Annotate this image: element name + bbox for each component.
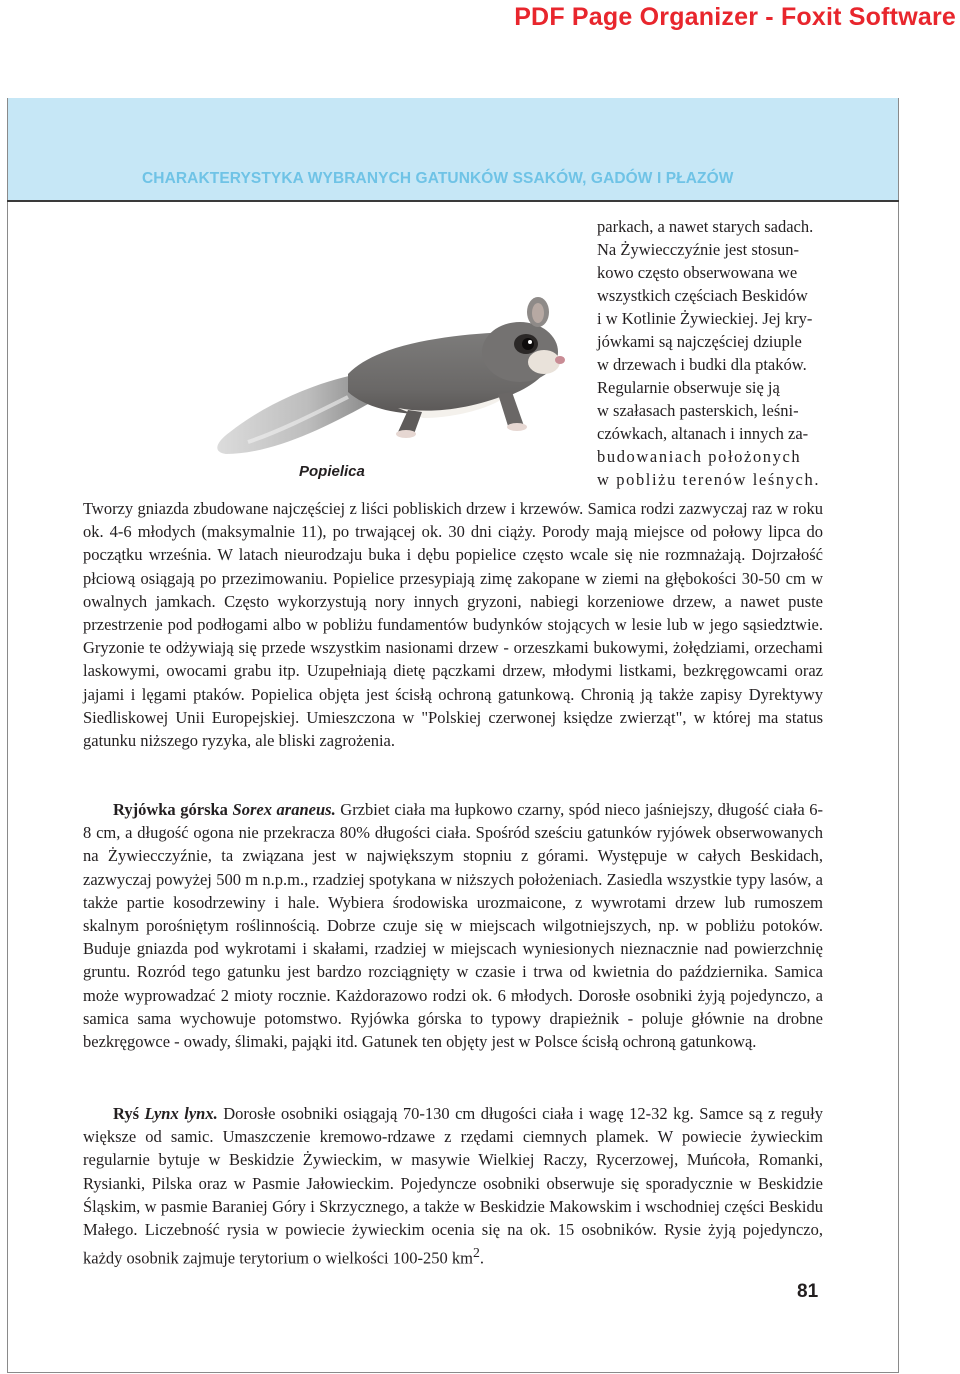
latin-name: Sorex araneus. <box>232 800 336 819</box>
page-number: 81 <box>797 1281 819 1302</box>
superscript: 2 <box>472 1245 480 1261</box>
ryjowka-paragraph <box>83 798 823 1053</box>
side-line: parkach, a nawet starych sadach. <box>597 217 814 236</box>
side-line: Na Żywiecczyźnie jest stosun- <box>597 240 800 259</box>
species-name: Ryś <box>113 1104 140 1123</box>
side-column-text <box>597 215 823 491</box>
side-line: wszystkich częściach Beskidów <box>597 286 808 305</box>
paragraph-text: Dorosłe osobniki osiągają 70-130 cm długości ciała i wagę 12-32 kg. Samce są z reguły większe od samic. Umaszczenie kremowo-rdzawe z rzędami ciemnych plamek. W powiecie żywieckim regularnie bytuje w Beskidzie Żywieckim, w masywie Wielkiej Raczy, Rycerzowej, Muńcoła, Romanki, Rysianki, Pilska oraz w Pasmie Jałowieckim. Pojedyncze osobniki obserwuje się sporadycznie w Beskidzie Śląskim, w pasmie Baraniej Góry i Skrzycznego, a także w Beskidzie Makowskim i wschodniej części Beskidu Małego. Liczebność rysia w powiecie żywieckim ocenia się na ok. 15 osobników. Rysie żyją pojedynczo, każdy osobnik zajmuje terytorium o wielkości 100-250 km <box>83 1104 824 1268</box>
side-line: Regularnie obserwuje się ją <box>597 378 780 397</box>
rys-paragraph <box>83 1102 823 1270</box>
sentence-end: . <box>479 1248 484 1268</box>
species-name: Ryjówka górska <box>113 800 228 819</box>
paragraph-text: Grzbiet ciała ma łupkowo czarny, spód nieco jaśniejszy, długość ciała 6-8 cm, a długość ogona nie przekracza 80% długości ciała. Spośród sześciu gatunków ryjówek obserwowanych na Żywiecczyźnie, ta związana jest w największym stopniu z górami. Występuje w całych Beskidach, zazwyczaj powyżej 500 m n.p.m., rzadziej spotykana w niższych położeniach. Zasiedla wszystkie typy lasów, a także partie kosodrzewiny i hale. Wybiera środowiska urozmaicone, z wywrotami drzew lub rumoszem skalnym porośniętym roślinnością. Dobrze czuje się w miejscach wilgotniejszych, np. w pobliżu potoków. Buduje gniazda pod wykrotami i skałami, rzadziej w miejscach wyniesionych nieznacznie nad powierzchnię gruntu. Rozród tego gatunku jest bardzo rozciągnięty w czasie i trwa od kwietnia do października. Samica może wyprowadzać 2 mioty rocznie. Każdorazowo rodzi ok. 6 młodych. Dorosłe osobniki żyją pojedynczo, a samica sama wychowuje potomstwo. Ryjówka górska to typowy drapieżnik - poluje głównie na drobne bezkręgowce - owady, ślimaki, pająki itd. Gatunek ten objęty jest w Polsce ścisłą ochroną gatunkową. <box>83 800 823 1052</box>
side-line: jówkami są najczęściej dziuple <box>597 332 802 351</box>
side-line: kowo często obserwowana we <box>597 263 798 282</box>
side-line: i w Kotlinie Żywieckiej. Jej kry- <box>597 309 813 328</box>
figure-caption: Popielica <box>299 463 365 480</box>
foxit-watermark: PDF Page Organizer - Foxit Software <box>514 3 956 31</box>
header-divider <box>7 200 899 202</box>
side-line: czówkach, altanach i innych za- <box>597 424 809 443</box>
section-header-title: CHARAKTERYSTYKA WYBRANYCH GATUNKÓW SSAKÓW, GADÓW I PŁAZÓW <box>142 170 734 187</box>
popielica-paragraph: Tworzy gniazda zbudowane najczęściej z liści pobliskich drzew i krzewów. Samica rodzi zazwyczaj raz w roku ok. 4-6 młodych (maksymalnie 11), po trwającej ok. 30 dni ciąży. Porody mają miejsce od połowy lipca do początku września. W latach nieurodzaju buka i dębu popielice często wcale się nie rozmnażają. Dojrzałość płciową osiągają po przezimowaniu. Popielice przesypiają zimę zakopane w ziemi na głębokości 30-50 cm w owalnych jamkach. Często wykorzystują nory innych gryzoni, nabiegi korzeniowe drzew, a nawet puste przestrzenie pod podłogami albo w pobliżu fundamentów budynków stojących w lesie lub w jego sąsiedztwie. Gryzonie te odżywiają się przede wszystkim nasionami drzew - orzeszkami bukowymi, żołędziami, orzechami laskowymi, owocami grabu itp. Uzupełniają dietę pączkami drzew, młodymi listkami, bezkręgowcami oraz jajami i lęgami ptaków. Popielica objęta jest ścisłą ochroną gatunkową. Chronią ją także zapisy Dyrektywy Siedliskowej Unii Europejskiej. Umieszczona w "Polskiej czerwonej księdze zwierząt", w której ma status gatunku niższego ryzyka, ale bliski zagrożenia. <box>83 499 823 751</box>
side-line: budowaniach położonych <box>597 447 802 466</box>
side-line: w drzewach i budki dla ptaków. <box>597 355 807 374</box>
bottom-border <box>7 1372 899 1373</box>
side-line: w pobliżu terenów leśnych. <box>597 470 821 489</box>
side-line: w szałasach pasterskich, leśni- <box>597 401 799 420</box>
dormouse-photo <box>208 282 588 462</box>
latin-name: Lynx lynx. <box>144 1104 218 1123</box>
